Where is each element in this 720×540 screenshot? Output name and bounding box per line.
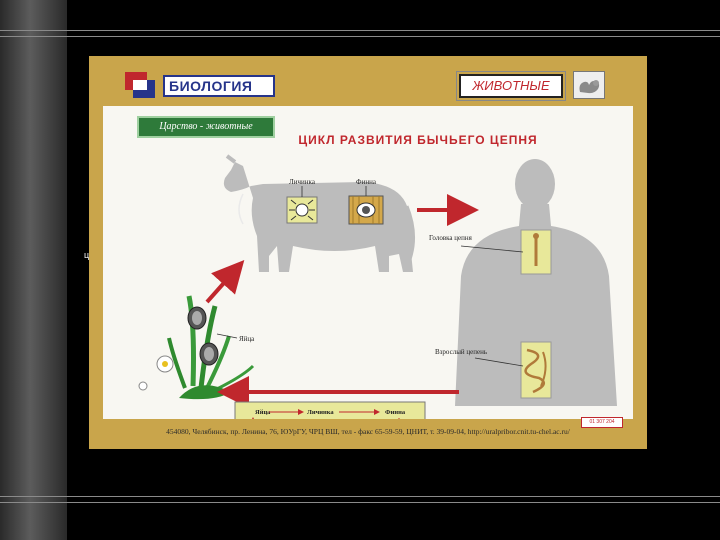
cow-illustration [224,156,414,272]
larva-inset [287,178,317,223]
adult-label: Взрослый цепень [435,348,488,356]
bottom-divider-line [0,496,720,497]
footer-address: 454080, Челябинск, пр. Ленина, 76, ЮУрГУ, ЧРЦ ВШ, тел - факс 65-59-59, ЦНИТ, т. 39-09-04, http://uralpribor.cnit.tu-chel.ac.ru/ [166,427,570,436]
human-illustration [455,159,617,406]
kingdom-label: Царство - животные [137,116,275,138]
cycle-finna: Финна [385,409,406,416]
larva-label: Личинка [289,178,315,186]
head-label: Головка цепня [429,234,472,242]
slide-poster [89,56,647,449]
top-divider-line [0,30,720,31]
finna-label: Финна [356,178,376,186]
logo-icon [125,72,155,98]
content-panel [103,106,633,419]
cycle-eggs: Яйца [255,409,271,416]
life-cycle-diagram [103,106,633,419]
egg-icon [200,343,218,365]
cycle-larva: Личинка [307,409,334,416]
diagram-title: ЦИКЛ РАЗВИТИЯ БЫЧЬЕГО ЦЕПНЯ [298,133,538,147]
subject-label: БИОЛОГИЯ [163,75,275,97]
footer-mark: 01 307 204 [581,417,623,428]
cycle-summary-box [235,402,425,419]
left-side-strip [0,0,67,540]
bottom-divider-line-2 [0,502,720,503]
egg-icon [188,307,206,329]
side-fragment-label: ц [84,250,90,260]
eggs-label: Яйца [239,335,255,343]
top-divider-line-2 [0,36,720,37]
poster-header [89,56,647,106]
category-label: ЖИВОТНЫЕ [459,74,563,98]
squirrel-icon [573,71,605,99]
arrow-eggs-to-cow [207,266,239,302]
